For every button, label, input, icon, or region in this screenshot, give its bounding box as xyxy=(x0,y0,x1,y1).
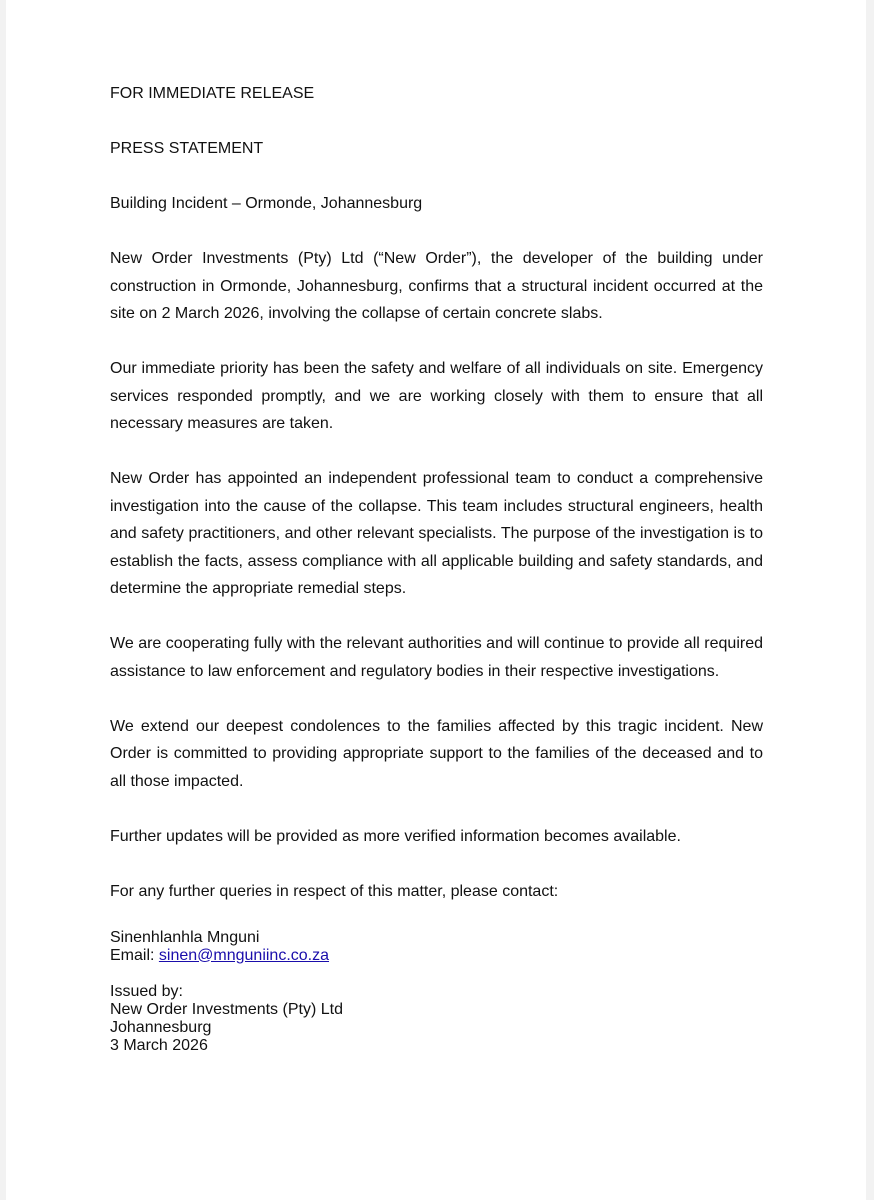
paragraph-safety: Our immediate priority has been the safety and welfare of all individuals on site. Emergency services responded promptly, and we are working closely with them to ensure that all necessary measures are taken. xyxy=(110,360,763,432)
paragraph-investigation: New Order has appointed an independent professional team to conduct a comprehensive investigation into the cause of the collapse. This team includes structural engineers, health and safety practitioners, and other relevant specialists. The purpose of the investigation is to establish the facts, assess compliance with all applicable building and safety standards, and determine the appropriate remedial steps. xyxy=(110,470,763,597)
document-page xyxy=(6,0,866,1200)
release-label: FOR IMMEDIATE RELEASE xyxy=(110,85,315,102)
paragraph-condolences: We extend our deepest condolences to the families affected by this tragic incident. New Order is committed to providing appropriate support to the families of the deceased and to all those impacted. xyxy=(110,717,763,790)
email-label: Email: xyxy=(110,946,159,964)
paragraph-contact-intro: For any further queries in respect of this matter, please contact: xyxy=(110,882,559,900)
statement-label: PRESS STATEMENT xyxy=(110,140,264,157)
paragraph-incident: New Order Investments (Pty) Ltd (“New Order”), the developer of the building under construction in Ormonde, Johannesburg, confirms that a structural incident occurred at the site on 2 March 2026, involving the collapse of certain concrete slabs. xyxy=(110,250,763,322)
issue-date: 3 March 2026 xyxy=(110,1036,208,1054)
issued-label: Issued by: xyxy=(110,982,183,1000)
issuer-company: New Order Investments (Pty) Ltd xyxy=(110,1000,343,1018)
issuer-city: Johannesburg xyxy=(110,1018,212,1036)
contact-block xyxy=(110,929,763,965)
paragraph-updates: Further updates will be provided as more verified information becomes available. xyxy=(110,827,681,845)
subject-line: Building Incident – Ormonde, Johannesburg xyxy=(110,195,423,212)
contact-email-line xyxy=(110,947,763,965)
contact-name: Sinenhlanhla Mnguni xyxy=(110,928,260,946)
email-link[interactable]: sinen@mnguniinc.co.za xyxy=(158,946,330,964)
press-statement-body xyxy=(110,80,763,1055)
issued-by-block xyxy=(110,983,763,1055)
paragraph-cooperation: We are cooperating fully with the relevant authorities and will continue to provide all required assistance to law enforcement and regulatory bodies in their respective investigations. xyxy=(110,635,763,680)
